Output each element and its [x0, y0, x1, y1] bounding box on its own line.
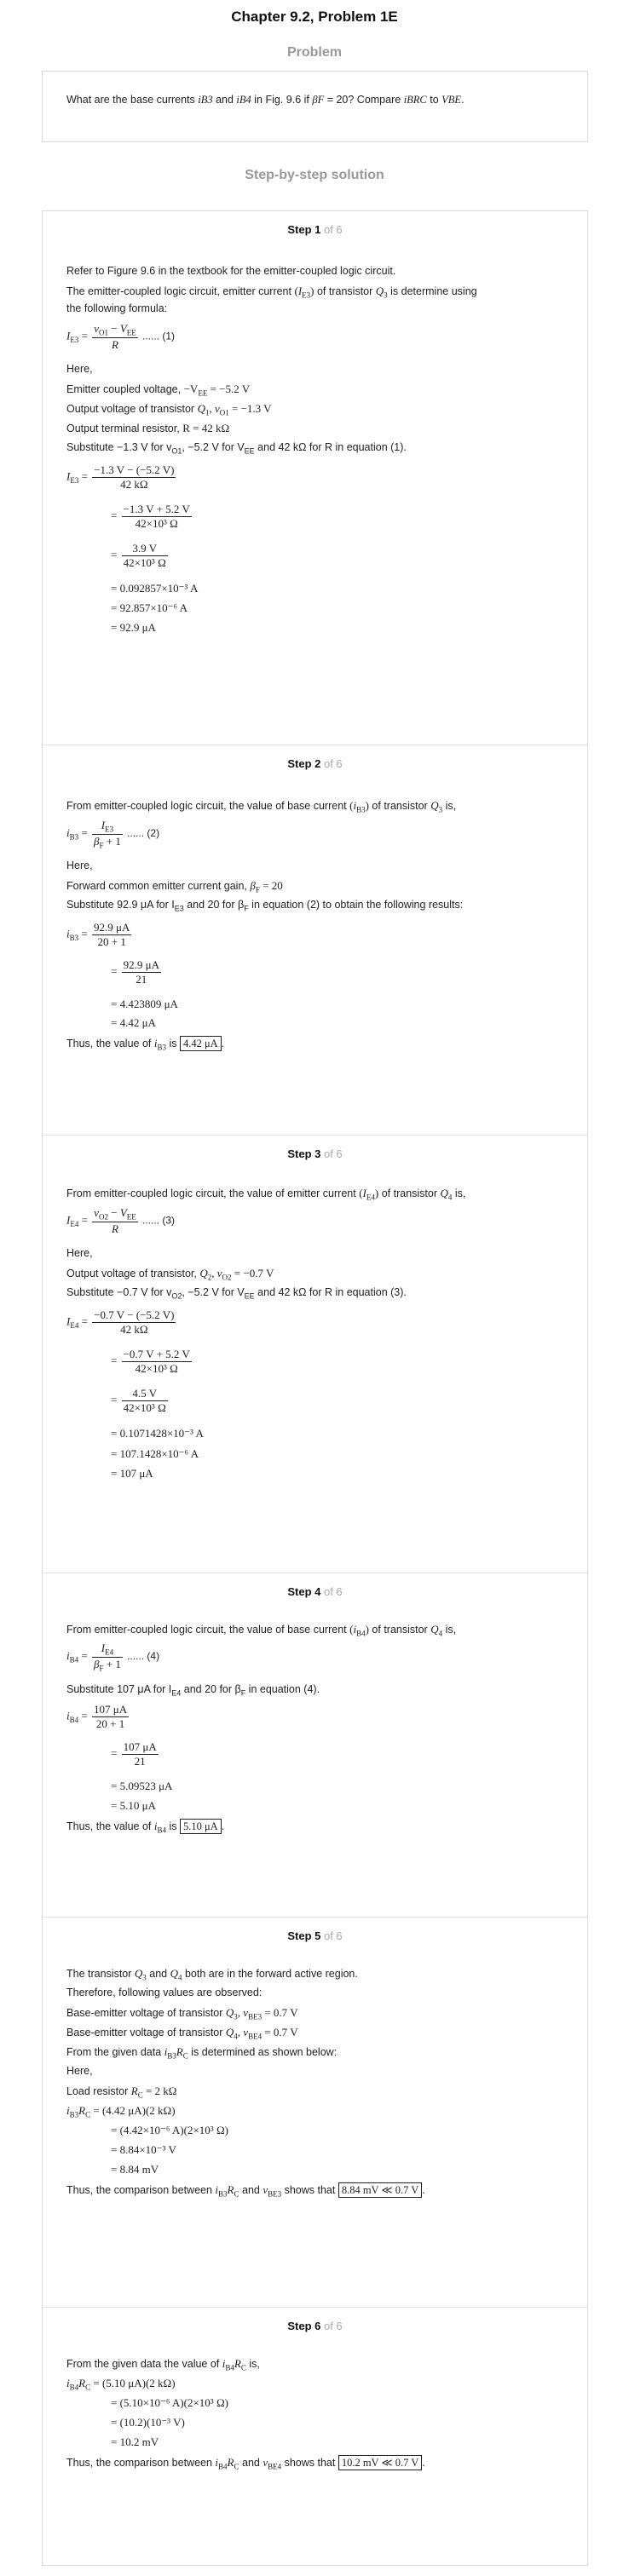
step-1-formula: $I_{E3}$ = $\frac{v_{O1} - V_{EE}}{R}$ ...... (1): [66, 322, 176, 351]
step-2: [43, 745, 587, 1136]
step-2-calc-4: = 4.42 μA: [111, 1016, 156, 1029]
step-2-result: Thus, the value of $i_{B3}$ is 4.42 μA .: [66, 1037, 225, 1052]
step-5-line-3: Base-emitter voltage of transistor $Q_3$, $v_{BE3} = 0.7$ V: [66, 2006, 298, 2021]
step-1-calc-6: = 92.9 μA: [111, 621, 156, 634]
step-1-line-3: the following formula:: [66, 302, 168, 314]
problem-label: Problem: [286, 45, 342, 60]
step-5-result: Thus, the comparison between $i_{B3}R_C$ and $v_{BE3}$ shows that 8.84 mV ≪ 0.7 V .: [66, 2183, 425, 2199]
step-5-line-4: Base-emitter voltage of transistor $Q_4$, $v_{BE4} = 0.7$ V: [66, 2026, 298, 2041]
step-2-title: Step 2 of 6: [287, 757, 343, 770]
step-4-result: Thus, the value of $i_{B4}$ is 5.10 μA .: [66, 1820, 225, 1835]
step-6-calc-4: = 10.2 mV: [111, 2435, 159, 2448]
step-1: [43, 211, 587, 745]
step-5-title: Step 5 of 6: [287, 1929, 343, 1942]
step-1-var-2: Output voltage of transistor $Q_1$, $v_{O1} = -1.3$ V: [66, 402, 272, 417]
step-6-calc-1: $i_{B4}R_C = (5.10$ μA)(2 kΩ): [66, 2377, 176, 2392]
step-4-formula: $i_{B4}$ = $\frac{I_{E4}}{\beta_F + 1}$ ...... (4): [66, 1642, 160, 1673]
step-2-calc-3: = 4.423809 μA: [111, 998, 178, 1010]
step-5-calc-2: = (4.42×10⁻⁶ A)(2×10³ Ω): [111, 2124, 228, 2136]
solution-label: Step-by-step solution: [245, 168, 384, 182]
step-1-title: Step 1 of 6: [287, 223, 343, 236]
step-4-calc-2: = $\frac{107 \mu A}{21}$: [111, 1740, 157, 1768]
solution-container: [42, 210, 588, 2566]
step-3-calc-3: = $\frac{4.5 V}{\text{42×10³ Ω}}$: [111, 1387, 166, 1414]
step-4-calc-3: = 5.09523 μA: [111, 1780, 173, 1792]
step-4-calc-4: = 5.10 μA: [111, 1799, 156, 1812]
step-4-title: Step 4 of 6: [287, 1585, 343, 1598]
step-2-formula: $i_{B3}$ = $\frac{I_{E3}}{\beta_F + 1}$ ...... (2): [66, 819, 160, 850]
step-1-calc-4: = 0.092857×10⁻³ A: [111, 582, 199, 595]
step-4-answer-box: 5.10 μA: [180, 1819, 222, 1834]
step-1-calc-2: = $\frac{-1.3 V + 5.2 V}{\text{42×10³ Ω}}$: [111, 503, 190, 530]
step-2-line-1: From emitter-coupled logic circuit, the value of base current $(i_{B3})$ of transistor $Q_3$ is,: [66, 799, 457, 814]
step-5-calc-1: $i_{B3}R_C = (4.42$ μA)(2 kΩ): [66, 2104, 176, 2119]
step-5-line-1: The transistor $Q_3$ and $Q_4$ both are in the forward active region.: [66, 1967, 358, 1982]
step-6-calc-2: = (5.10×10⁻⁶ A)(2×10³ Ω): [111, 2396, 228, 2409]
step-5-line-5: From the given data $i_{B3}R_C$ is determined as shown below:: [66, 2045, 338, 2061]
step-3-line-1: From emitter-coupled logic circuit, the value of emitter current $(I_{E4})$ of transistor $Q_4$ is,: [66, 1187, 466, 1202]
step-5-here: Here,: [66, 2065, 93, 2077]
step-6-result: Thus, the comparison between $i_{B4}R_C$ and $v_{BE4}$ shows that 10.2 mV ≪ 0.7 V .: [66, 2456, 425, 2471]
step-1-line-2: The emitter-coupled logic circuit, emitter current $(I_{E3})$ of transistor $Q_3$ is determine using: [66, 285, 477, 300]
step-5: [43, 1918, 587, 2308]
chapter-title: Chapter 9.2, Problem 1E: [231, 9, 398, 25]
step-1-substitute: Substitute −1.3 V for $v_{O1}$, −5.2 V for $V_{EE}$ and 42 kΩ for R in equation (1).: [66, 441, 407, 456]
step-2-substitute: Substitute 92.9 μA for $I_{E3}$ and 20 for $\beta_F$ in equation (2) to obtain the following results:: [66, 899, 464, 913]
step-6-title: Step 6 of 6: [287, 2320, 343, 2332]
step-1-line-1: Refer to Figure 9.6 in the textbook for the emitter-coupled logic circuit.: [66, 265, 396, 277]
step-1-var-3: Output terminal resistor, R = 42 kΩ: [66, 422, 230, 434]
problem-box: [42, 71, 588, 142]
step-4-line-1: From emitter-coupled logic circuit, the value of base current $(i_{B4})$ of transistor $Q_4$ is,: [66, 1623, 457, 1638]
step-6-answer-box: 10.2 mV ≪ 0.7 V: [338, 2455, 422, 2470]
step-3-calc-5: = 107.1428×10⁻⁶ A: [111, 1447, 199, 1460]
step-3-formula: $I_{E4}$ = $\frac{v_{O2} - V_{EE}}{R}$ ...... (3): [66, 1206, 176, 1235]
step-3: [43, 1136, 587, 1573]
step-1-here: Here,: [66, 363, 93, 375]
step-4-calc-1: $i_{B4}$ = $\frac{107 \mu A}{20 + 1}$: [66, 1703, 128, 1730]
problem-text: What are the base currents iB3 and iB4 in Fig. 9.6 if βF = 20? Compare iBRC to VBE.: [66, 94, 465, 106]
step-3-calc-6: = 107 μA: [111, 1467, 153, 1480]
step-3-substitute: Substitute −0.7 V for $v_{O2}$, −5.2 V for $V_{EE}$ and 42 kΩ for R in equation (3).: [66, 1286, 407, 1301]
step-3-here: Here,: [66, 1247, 93, 1259]
step-3-calc-4: = 0.1071428×10⁻³ A: [111, 1427, 204, 1440]
step-2-calc-1: $i_{B3}$ = $\frac{92.9 \mu A}{20 + 1}$: [66, 921, 130, 948]
step-1-var-1: Emitter coupled voltage, $-V_{EE} = -5.2$ V: [66, 382, 251, 398]
step-5-line-2: Therefore, following values are observed:: [66, 1987, 263, 1998]
step-4-substitute: Substitute 107 μA for $I_{E4}$ and 20 for $\beta_F$ in equation (4).: [66, 1683, 320, 1698]
step-2-var-1: Forward common emitter current gain, $\beta_F = 20$: [66, 879, 283, 894]
step-6-calc-3: = (10.2)(10⁻³ V): [111, 2416, 185, 2429]
step-2-here: Here,: [66, 860, 93, 871]
step-5-line-6: Load resistor $R_C = 2$ kΩ: [66, 2084, 177, 2100]
step-5-calc-3: = 8.84×10⁻³ V: [111, 2143, 176, 2156]
step-2-calc-2: = $\frac{92.9 \mu A}{21}$: [111, 958, 159, 986]
step-3-title: Step 3 of 6: [287, 1147, 343, 1160]
step-5-calc-4: = 8.84 mV: [111, 2163, 159, 2176]
step-5-answer-box: 8.84 mV ≪ 0.7 V: [338, 2182, 422, 2198]
step-3-calc-1: $I_{E4}$ = $\frac{-0.7 V - (-5.2 V)}{42 k\Omega}$: [66, 1308, 175, 1336]
step-6-line-1: From the given data the value of $i_{B4}R_C$ is,: [66, 2357, 260, 2372]
step-1-calc-1: $I_{E3}$ = $\frac{-1.3 V - (-5.2 V)}{42 k\Omega}$: [66, 463, 175, 491]
step-4: [43, 1573, 587, 1918]
step-3-calc-2: = $\frac{-0.7 V + 5.2 V}{\text{42×10³ Ω}}$: [111, 1348, 190, 1375]
step-1-calc-5: = 92.857×10⁻⁶ A: [111, 601, 188, 614]
step-3-var-1: Output voltage of transistor, $Q_2$, $v_{O2} = -0.7$ V: [66, 1267, 274, 1282]
step-1-calc-3: = $\frac{3.9 V}{\text{42×10³ Ω}}$: [111, 542, 166, 569]
step-6: [43, 2308, 587, 2565]
step-2-answer-box: 4.42 μA: [180, 1036, 222, 1051]
